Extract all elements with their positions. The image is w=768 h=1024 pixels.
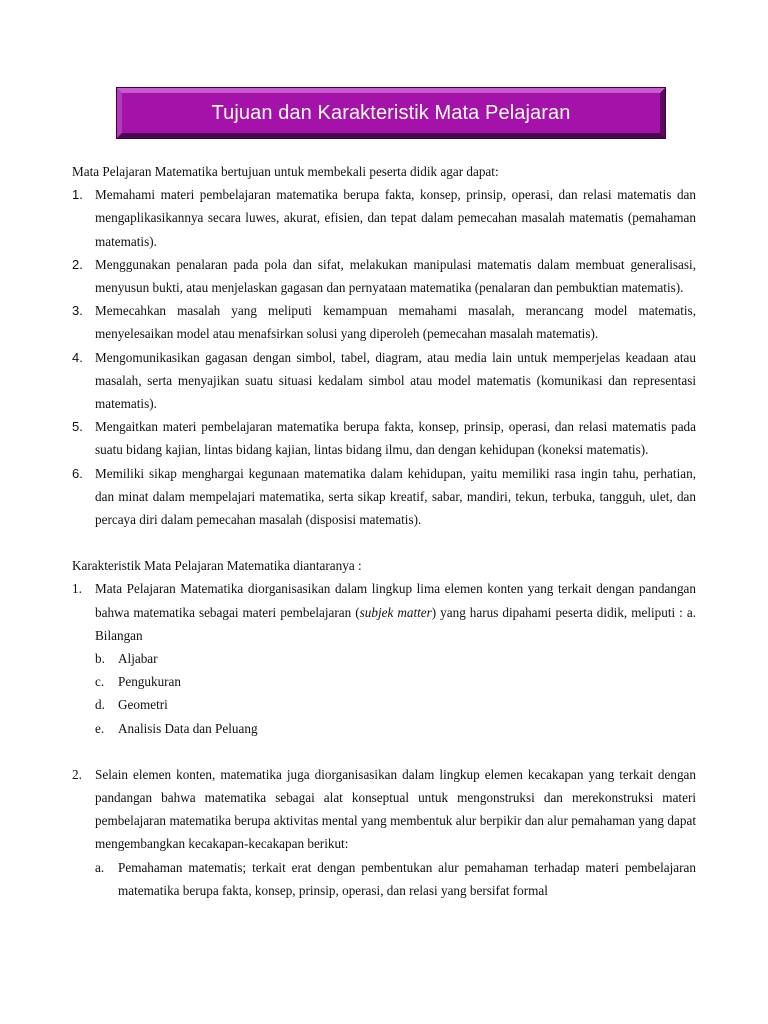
item-text: Memahami materi pembelajaran matematika berupa fakta, konsep, prinsip, operasi, dan relasi matematis dan mengaplikasikannya secara luwes, akurat, efisien, dan tepat dalam pemecahan masalah matematis (pemahaman matematis).	[95, 187, 696, 249]
document-body	[72, 160, 696, 902]
tujuan-item	[72, 415, 696, 461]
item-text: ) yang harus dipahami peserta didik, meliputi : a. Bilangan	[95, 604, 697, 643]
item-number: 2.	[72, 766, 82, 782]
item-text: Memiliki sikap menghargai kegunaan matematika dalam kehidupan, yaitu memiliki rasa ingin tahu, perhatian, dan minat dalam mempelajari matematika, serta sikap kreatif, sabar, mandiri, tekun, terbuka, tangguh, ulet, dan percaya diri dalam pemecahan masalah (disposisi matematis).	[95, 465, 696, 528]
item-number: 5.	[72, 419, 83, 435]
tujuan-intro: Mata Pelajaran Matematika bertujuan untuk membekali peserta didik agar dapat:	[72, 164, 499, 179]
item-number: 6.	[72, 465, 83, 481]
karakteristik-item	[72, 577, 696, 739]
spacer	[72, 740, 696, 763]
sub-item-letter: b.	[95, 651, 105, 667]
sub-item-text: Pemahaman matematis; terkait erat dengan pembentukan alur pemahaman terhadap materi pembelajaran matematika berupa fakta, konsep, prinsip, operasi, dan relasi yang bersifat formal	[118, 859, 696, 898]
sub-item-letter: a.	[95, 859, 105, 875]
item-number: 2.	[72, 256, 83, 272]
item-text: Selain elemen konten, matematika juga diorganisasikan dalam lingkup elemen kecakapan yang terkait dengan pandangan bahwa matematika sebagai alat konseptual untuk mengonstruksi dan merekonstruksi materi pembelajaran matematika berupa aktivitas mental yang membentuk alur berpikir dan alur pemahaman yang dapat mengembangkan kecakapan-kecakapan berikut:	[95, 766, 696, 852]
page-title: Tujuan dan Karakteristik Mata Pelajaran	[211, 101, 571, 124]
item-number: 4.	[72, 349, 83, 365]
item-text: Mata Pelajaran Matematika diorganisasikan dalam lingkup lima elemen konten yang terkait dengan pandangan bahwa matematika sebagai materi pembelajaran (	[95, 581, 696, 620]
spacer	[72, 531, 696, 554]
sub-item	[95, 647, 696, 670]
sub-item-letter: c.	[95, 674, 105, 690]
tujuan-list	[72, 183, 696, 531]
tujuan-item	[72, 253, 696, 299]
sub-item	[95, 856, 696, 902]
sub-item-letter: e.	[95, 720, 105, 736]
sub-item-text: Aljabar	[118, 651, 158, 667]
item-text: Mengomunikasikan gagasan dengan simbol, tabel, diagram, atau media lain untuk memperjelas keadaan atau masalah, serta menyajikan suatu situasi kedalam simbol atau model matematis (komunikasi dan representasi matematis).	[95, 349, 696, 412]
karakteristik-item	[72, 763, 696, 902]
section-title-banner	[117, 88, 665, 138]
item-number: 1.	[72, 187, 83, 203]
tujuan-item	[72, 462, 696, 532]
sub-item-text: Pengukuran	[118, 674, 181, 690]
tujuan-item	[72, 346, 696, 416]
sub-item-letter: d.	[95, 697, 105, 713]
item-number: 1.	[72, 581, 82, 597]
item-text: Memecahkan masalah yang meliputi kemampuan memahami masalah, merancang model matematis, menyelesaikan model atau menafsirkan solusi yang diperoleh (pemecahan masalah matematis).	[95, 303, 696, 342]
karakteristik-intro: Karakteristik Mata Pelajaran Matematika diantaranya :	[72, 558, 362, 574]
sub-item-text: Analisis Data dan Peluang	[118, 720, 258, 736]
karakteristik-list	[72, 577, 696, 902]
sub-item	[95, 670, 696, 693]
tujuan-item	[72, 183, 696, 253]
item-number: 3.	[72, 303, 83, 319]
sub-item	[95, 693, 696, 716]
tujuan-item	[72, 299, 696, 345]
sub-item-text: Geometri	[118, 697, 168, 713]
item-text-italic: subjek matter	[359, 604, 432, 620]
item-text: Menggunakan penalaran pada pola dan sifat, melakukan manipulasi matematis dalam membuat generalisasi, menyusun bukti, atau menjelaskan gagasan dan pernyataan matematika (penalaran dan pembuktian matematis).	[95, 256, 696, 296]
item-text: Mengaitkan materi pembelajaran matematika berupa fakta, konsep, prinsip, operasi, dan relasi matematis pada suatu bidang kajian, lintas bidang kajian, lintas bidang ilmu, dan dengan kehidupan (koneksi matematis).	[95, 419, 696, 458]
sub-item	[95, 717, 696, 740]
